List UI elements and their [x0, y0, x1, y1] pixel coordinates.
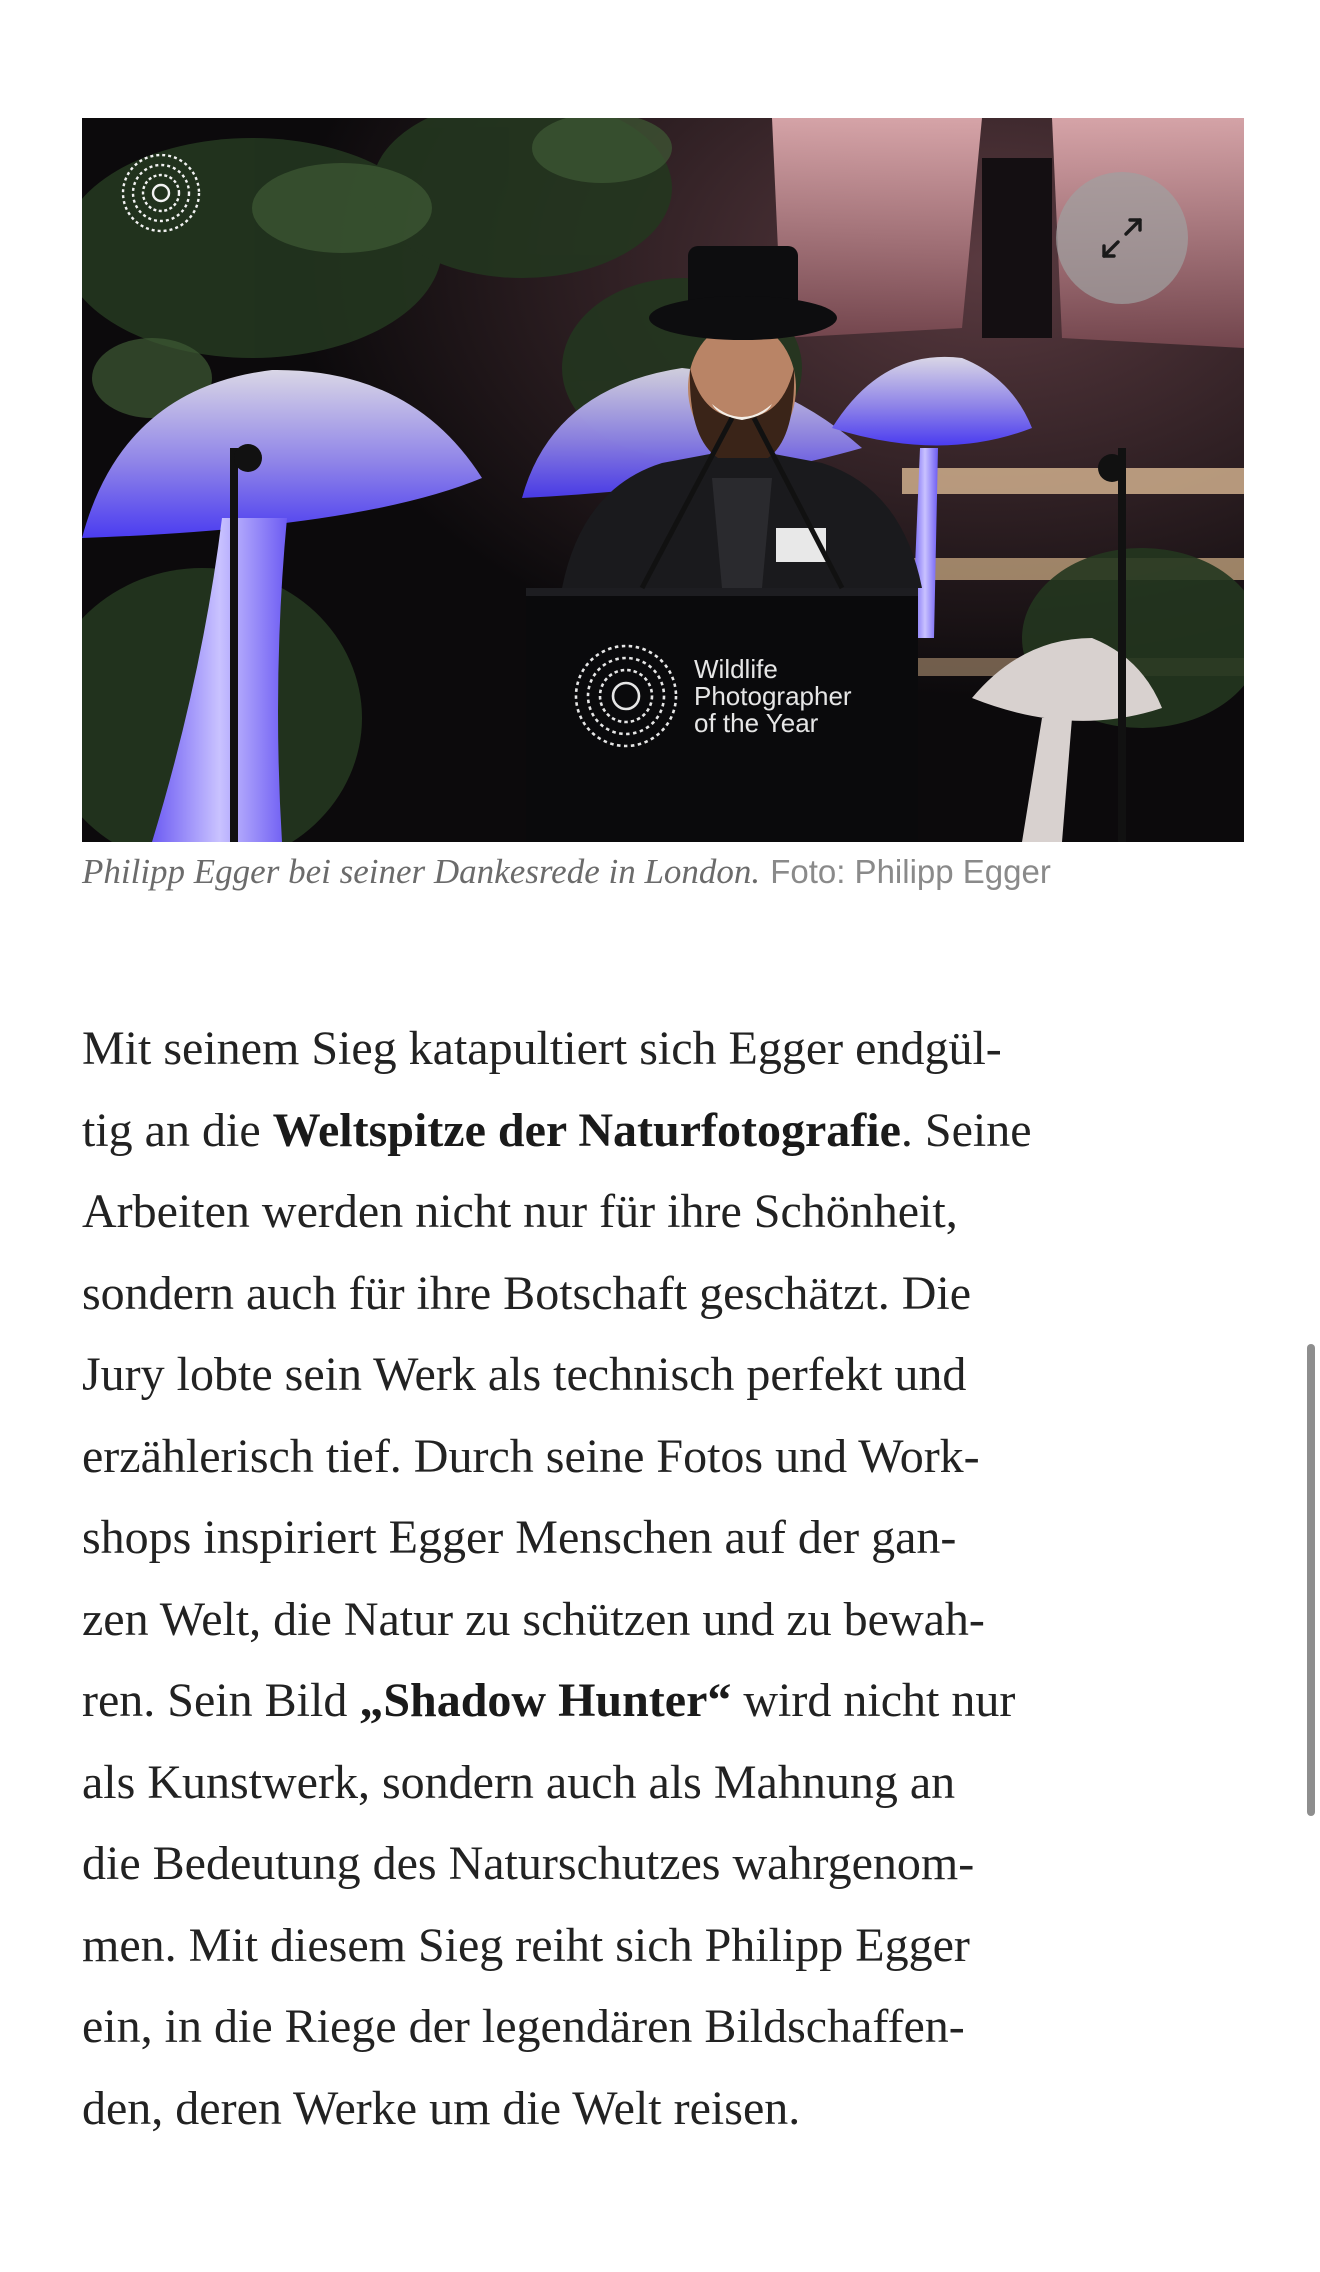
- article-text: Mit seinem Sieg katapultiert sich Egger endgül-: [82, 1022, 1002, 1075]
- wpy-logo-icon: [118, 150, 204, 236]
- article-text: sondern auch für ihre Botschaft geschätzt. Die: [82, 1266, 972, 1320]
- podium-brand-text: Wildlife Photographer of the Year: [694, 653, 852, 738]
- article-text: tig an die: [82, 1103, 273, 1157]
- article-line: [82, 1253, 1262, 1335]
- article-line: [82, 1660, 1262, 1742]
- article-line: [82, 1090, 1262, 1172]
- article-line: [82, 1742, 1262, 1824]
- article-text: Jury lobte sein Werk als technisch perfekt und: [82, 1348, 967, 1401]
- article-line: [82, 1497, 1262, 1579]
- expand-arrows-icon: [1092, 208, 1152, 268]
- article-line: [82, 1986, 1262, 2068]
- article-line: [82, 1334, 1262, 1416]
- wpy-podium-logo-icon: [570, 640, 682, 752]
- article-line: [82, 1823, 1262, 1905]
- article-emphasis: „Shadow Hunter“: [359, 1674, 732, 1727]
- article-photo[interactable]: [82, 118, 1244, 842]
- article-line: [82, 1905, 1262, 1987]
- article-text: erzählerisch tief. Durch seine Fotos und Work-: [82, 1429, 980, 1483]
- article-line: [82, 1579, 1262, 1661]
- article-text: zen Welt, die Natur zu schützen und zu bewah-: [82, 1592, 985, 1646]
- article-text: ein, in die Riege der legendären Bildschaffen-: [82, 2000, 965, 2053]
- article-emphasis: Weltspitze der Naturfotografie: [272, 1103, 901, 1157]
- image-caption: [82, 848, 1244, 896]
- article-text: die Bedeutung des Naturschutzes wahrgenom-: [82, 1837, 975, 1890]
- article-line: [82, 1416, 1262, 1498]
- article-text: men. Mit diesem Sieg reiht sich Philipp Egger: [82, 1918, 970, 1972]
- article-line: [82, 1008, 1262, 1090]
- article-text: . Seine: [900, 1103, 1032, 1157]
- article-text: shops inspiriert Egger Menschen auf der gan-: [82, 1511, 957, 1564]
- article-paragraph: [82, 1008, 1262, 2149]
- caption-text: Philipp Egger bei seiner Dankesrede in London.: [82, 852, 761, 891]
- article-line: [82, 1171, 1262, 1253]
- podium-branding: [570, 636, 890, 756]
- article-line: [82, 2068, 1262, 2150]
- expand-image-button[interactable]: [1056, 172, 1188, 304]
- article-text: den, deren Werke um die Welt reisen.: [82, 2081, 801, 2135]
- page-scrollbar[interactable]: [1307, 1344, 1315, 1816]
- article-text: als Kunstwerk, sondern auch als Mahnung an: [82, 1755, 956, 1809]
- article-text: Arbeiten werden nicht nur für ihre Schönheit,: [82, 1185, 958, 1238]
- article-text: wird nicht nur: [731, 1674, 1016, 1727]
- photo-credit: Foto: Philipp Egger: [770, 853, 1051, 890]
- article-text: ren. Sein Bild: [82, 1674, 360, 1727]
